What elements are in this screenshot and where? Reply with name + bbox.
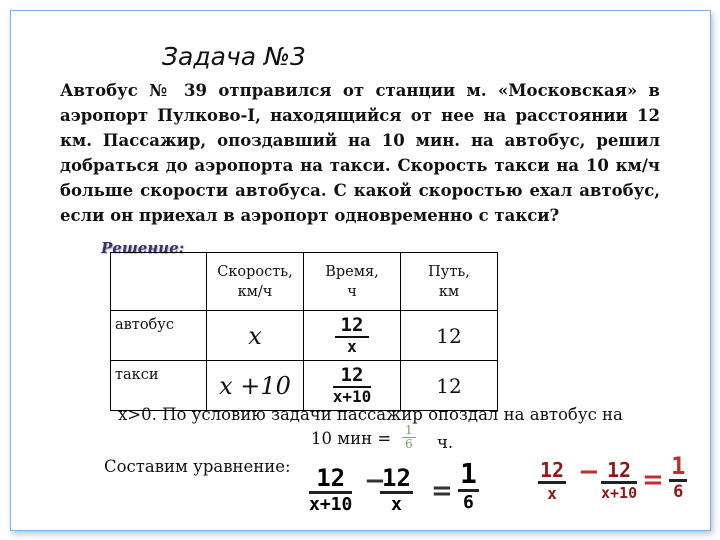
- equation-left-fraction-b: 12 x: [382, 464, 411, 515]
- bus-time: [304, 311, 401, 361]
- equation-left-fraction-c: 1 6: [460, 457, 477, 513]
- condition-time: 10 мин =: [311, 429, 392, 448]
- bus-time-fraction: $\frac{12}{x}$: [335, 316, 370, 355]
- row-label-bus: автобус: [111, 311, 207, 361]
- page-title: Задача №3: [162, 42, 306, 71]
- corner-cell: [111, 253, 207, 311]
- header-speed: Скорость, км/ч: [207, 253, 304, 311]
- equation-right-fraction-b: 12 x+10: [601, 458, 638, 502]
- header-path: Путь, км: [401, 253, 498, 311]
- equation-left-equals: =: [431, 476, 453, 506]
- header-time: Время, ч: [304, 253, 401, 311]
- equation-right-equals: =: [642, 465, 664, 495]
- bus-speed: x: [207, 311, 304, 361]
- solution-label: Решение:: [101, 239, 185, 257]
- equation-right-fraction-c: 1 6: [671, 452, 686, 502]
- taxi-path: 12: [401, 361, 498, 411]
- taxi-time-fraction: $\frac{12}{x+10}$: [332, 363, 372, 406]
- bus-path: 12: [401, 311, 498, 361]
- condition-fraction: $\frac{1}{6}$: [402, 424, 416, 451]
- taxi-speed: x +10: [207, 361, 304, 411]
- equation-left-fraction-a: 12 x+10: [309, 464, 353, 515]
- table-row: [111, 311, 498, 361]
- solution-table: [110, 252, 498, 411]
- table-row: [111, 361, 498, 411]
- equation-right-minus: −: [578, 457, 600, 487]
- equation-left-minus: −: [364, 466, 386, 496]
- row-label-taxi: такси: [111, 361, 207, 411]
- condition-text: x>0. По условию задачи пассажир опоздал на автобус на: [118, 405, 623, 424]
- equation-right-fraction-a: 12 x: [540, 458, 565, 503]
- condition-unit: ч.: [437, 433, 454, 452]
- taxi-time: [304, 361, 401, 411]
- equation-label: Составим уравнение:: [104, 457, 291, 476]
- problem-text: Автобус № 39 отправился от станции м. «Московская» в аэропорт Пулково-I, находящийся от нее на расстоянии 12 км. Пассажир, опоздавший на 10 мин. на автобус, решил добраться до аэропорта на такси. Скорость такси на 10 км/ч больше скорости автобуса. С какой скоростью ехал автобус, если он приехал в аэропорт одновременно с такси?: [60, 81, 660, 225]
